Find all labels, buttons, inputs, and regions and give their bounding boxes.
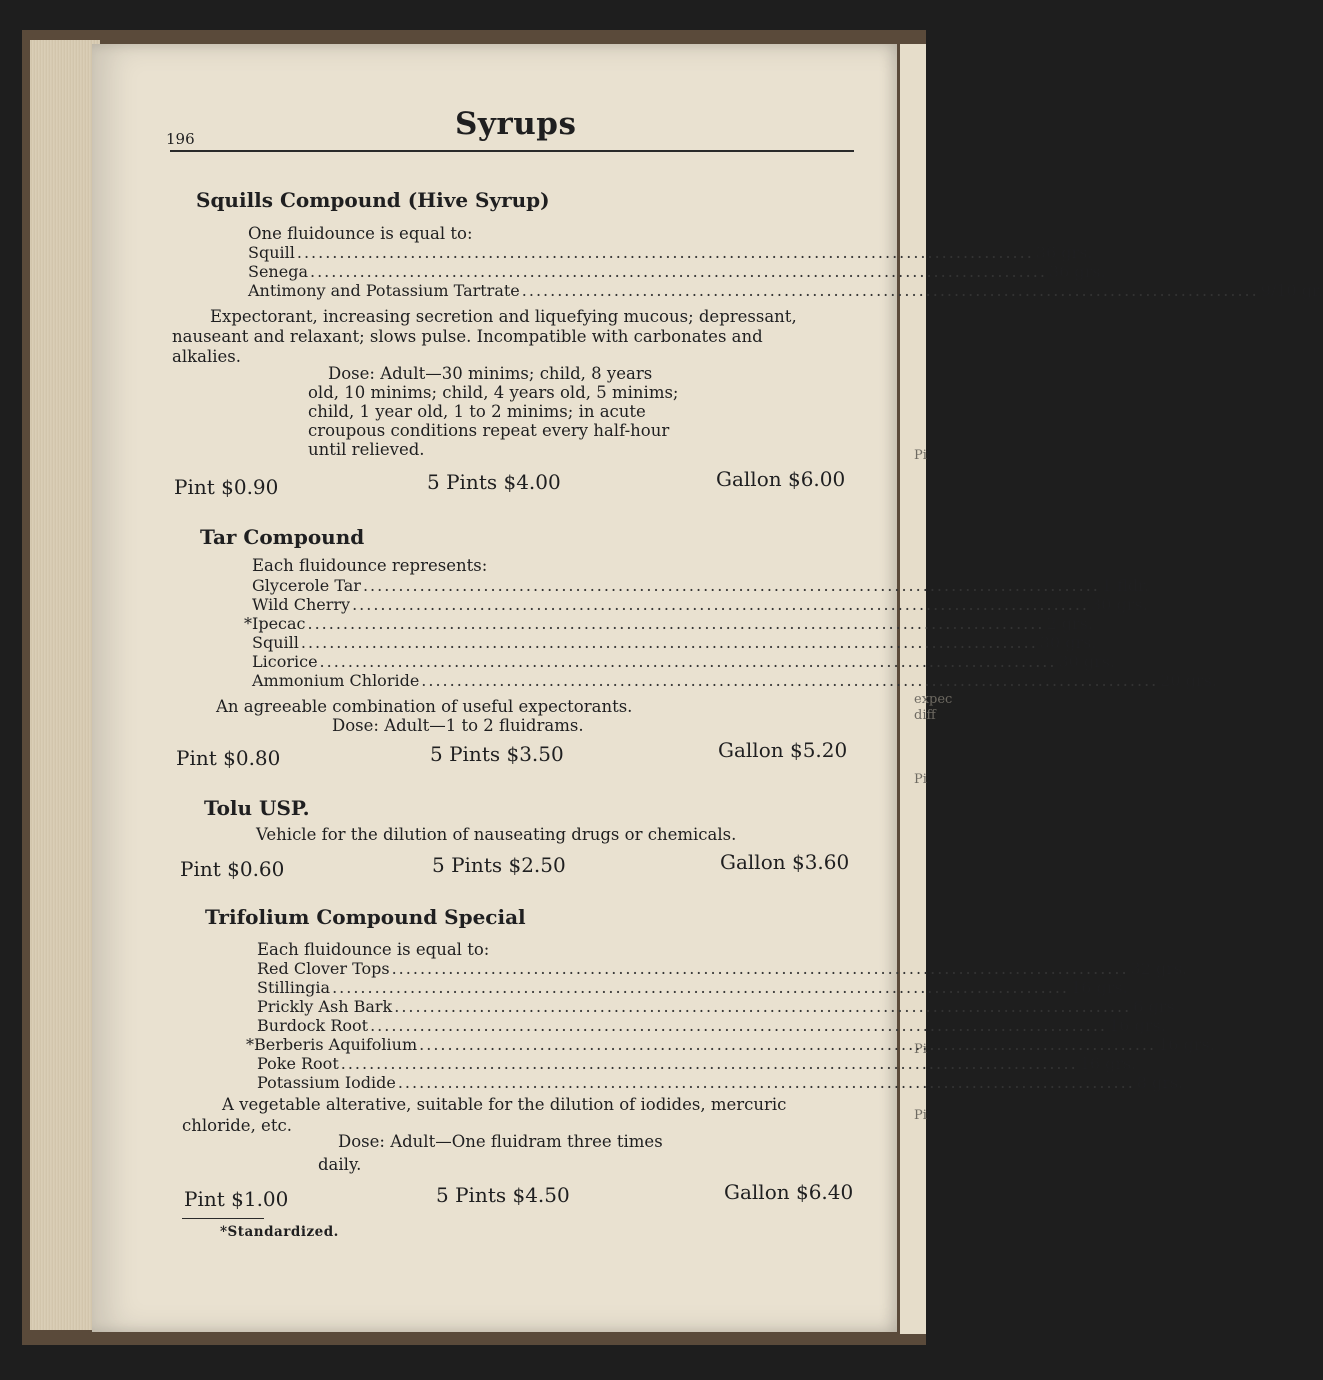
dose-line: daily. xyxy=(318,1155,362,1174)
ingredient-amount: 2 grs. xyxy=(1046,614,1093,633)
ingredient-row xyxy=(244,614,1093,633)
section-intro: Each fluidounce represents: xyxy=(252,556,488,575)
adjacent-fragment: Pi xyxy=(914,1042,927,1057)
dose-line: old, 10 minims; child, 4 years old, 5 minims; xyxy=(308,383,679,402)
ingredient-amount: 6 grs. xyxy=(1133,997,1180,1016)
dose-line: child, 1 year old, 1 to 2 minims; in acute xyxy=(308,402,646,421)
ingredient-name: Poke Root xyxy=(257,1054,339,1073)
ingredient-name: Burdock Root xyxy=(257,1016,369,1035)
dose-line: Dose: Adult—30 minims; child, 8 years xyxy=(328,364,653,383)
ingredient-amount: 8 grs. xyxy=(1136,1073,1184,1092)
price-five-pints: 5 Pints $2.50 xyxy=(432,853,566,877)
leader-dots xyxy=(332,978,1069,997)
description-line: nauseant and relaxant; slows pulse. Incompatible with carbonates and xyxy=(172,327,763,346)
ingredient-amount: 30 grs. xyxy=(1058,652,1116,671)
ingredient-row xyxy=(257,997,1180,1016)
ingredient-name: Squill xyxy=(248,243,295,262)
section-heading: Tar Compound xyxy=(200,525,365,549)
ingredient-row xyxy=(257,1073,1184,1092)
dose-line: Dose: Adult—One fluidram three times xyxy=(338,1132,663,1151)
ingredient-amount: 1 fldr. xyxy=(1101,576,1150,595)
ingredient-name: Potassium Iodide xyxy=(257,1073,396,1092)
section-intro: Each fluidounce is equal to: xyxy=(257,940,490,959)
description-line: An agreeable combination of useful expectorants. xyxy=(216,697,633,716)
ingredient-name: *Berberis Aquifolium xyxy=(246,1035,418,1054)
ingredient-name: Red Clover Tops xyxy=(257,959,390,978)
description-line: Expectorant, increasing secretion and liquefying mucous; depressant, xyxy=(210,307,797,326)
ingredient-amount: 16 grs. xyxy=(1071,978,1128,997)
ingredient-name: Stillingia xyxy=(257,978,331,997)
dose-line: Dose: Adult—1 to 2 fluidrams. xyxy=(332,716,584,735)
leader-dots xyxy=(352,595,1089,614)
leader-dots xyxy=(297,243,1034,262)
adjacent-fragment: diff xyxy=(914,708,936,723)
footnote-rule xyxy=(182,1218,264,1219)
ingredient-name: Prickly Ash Bark xyxy=(257,997,393,1016)
ingredient-amount: 32 grs. xyxy=(1130,959,1188,978)
ingredient-row xyxy=(248,243,1093,262)
ingredient-amount: 16 grs. xyxy=(1079,1054,1137,1073)
price-pint: Pint $0.80 xyxy=(176,746,281,770)
dose-line: croupous conditions repeat every half-hour xyxy=(308,421,670,440)
ingredient-row xyxy=(252,652,1116,671)
ingredient-name: Ammonium Chloride xyxy=(252,671,420,690)
leader-dots xyxy=(363,576,1100,595)
ingredient-row xyxy=(257,978,1128,997)
ingredient-name: Antimony and Potassium Tartrate xyxy=(248,281,520,300)
price-pint: Pint $1.00 xyxy=(184,1187,289,1211)
ingredient-amount: 20 grs. xyxy=(1160,671,1217,690)
leader-dots xyxy=(370,1016,1107,1035)
ingredient-row xyxy=(257,1016,1166,1035)
ingredient-amount: 16 grs. xyxy=(1109,1016,1166,1035)
section-heading: Tolu USP. xyxy=(204,796,310,820)
ingredient-amount: 16 grs. xyxy=(1158,1035,1215,1054)
section-intro: One fluidounce is equal to: xyxy=(248,224,473,243)
price-five-pints: 5 Pints $4.00 xyxy=(427,470,561,494)
ingredient-name: Glycerole Tar xyxy=(252,576,361,595)
ingredient-row xyxy=(257,1054,1137,1073)
ingredient-row xyxy=(252,576,1150,595)
ingredient-row xyxy=(257,959,1188,978)
price-pint: Pint $0.60 xyxy=(180,857,285,881)
description-line: Vehicle for the dilution of nauseating drugs or chemicals. xyxy=(256,825,737,844)
leader-dots xyxy=(421,671,1158,690)
dose-line: until relieved. xyxy=(308,440,425,459)
adjacent-fragment: Pi xyxy=(914,1108,927,1123)
page-number: 196 xyxy=(166,130,195,148)
ingredient-name: Squill xyxy=(252,633,299,652)
leader-dots xyxy=(301,633,1038,652)
price-gallon: Gallon $3.60 xyxy=(720,850,850,874)
ingredient-row xyxy=(248,281,1323,300)
ingredient-name: Wild Cherry xyxy=(252,595,351,614)
page-edges xyxy=(30,40,100,1330)
ingredient-amount: 30 grs. xyxy=(1039,633,1097,652)
ingredient-amount: 36 grs. xyxy=(1048,262,1106,281)
price-five-pints: 5 Pints $3.50 xyxy=(430,742,564,766)
adjacent-fragment: Pi xyxy=(914,448,927,463)
ingredient-amount: 30 grs. xyxy=(1091,595,1148,614)
ingredient-name: *Ipecac xyxy=(244,614,306,633)
leader-dots xyxy=(419,1035,1156,1054)
adjacent-fragment: Pi xyxy=(914,772,927,787)
price-gallon: Gallon $5.20 xyxy=(718,738,848,762)
price-five-pints: 5 Pints $4.50 xyxy=(436,1183,570,1207)
section-heading: Trifolium Compound Special xyxy=(205,905,526,929)
ingredient-name: Licorice xyxy=(252,652,318,671)
description-line: chloride, etc. xyxy=(182,1116,292,1135)
price-pint: Pint $0.90 xyxy=(174,475,279,499)
ingredient-row xyxy=(252,633,1097,652)
leader-dots xyxy=(320,652,1057,671)
price-gallon: Gallon $6.00 xyxy=(716,467,846,491)
leader-dots xyxy=(308,614,1045,633)
header-rule xyxy=(170,150,854,152)
leader-dots xyxy=(341,1054,1078,1073)
leader-dots xyxy=(392,959,1129,978)
description-line: A vegetable alterative, suitable for the dilution of iodides, mercuric xyxy=(222,1095,787,1114)
page-title: Syrups xyxy=(455,106,577,142)
leader-dots xyxy=(310,262,1047,281)
ingredient-row xyxy=(252,595,1148,614)
price-gallon: Gallon $6.40 xyxy=(724,1180,854,1204)
leader-dots xyxy=(398,1073,1135,1092)
section-heading: Squills Compound (Hive Syrup) xyxy=(196,188,550,212)
description-line: alkalies. xyxy=(172,347,241,366)
ingredient-row xyxy=(252,671,1217,690)
adjacent-fragment: expec xyxy=(914,692,953,707)
ingredient-row xyxy=(248,262,1106,281)
ingredient-amount: 36 grs. xyxy=(1035,243,1093,262)
ingredient-amount: 9/10 gr. xyxy=(1260,281,1323,300)
leader-dots xyxy=(394,997,1131,1016)
footnote: *Standardized. xyxy=(220,1224,339,1240)
leader-dots xyxy=(522,281,1259,300)
ingredient-name: Senega xyxy=(248,262,308,281)
